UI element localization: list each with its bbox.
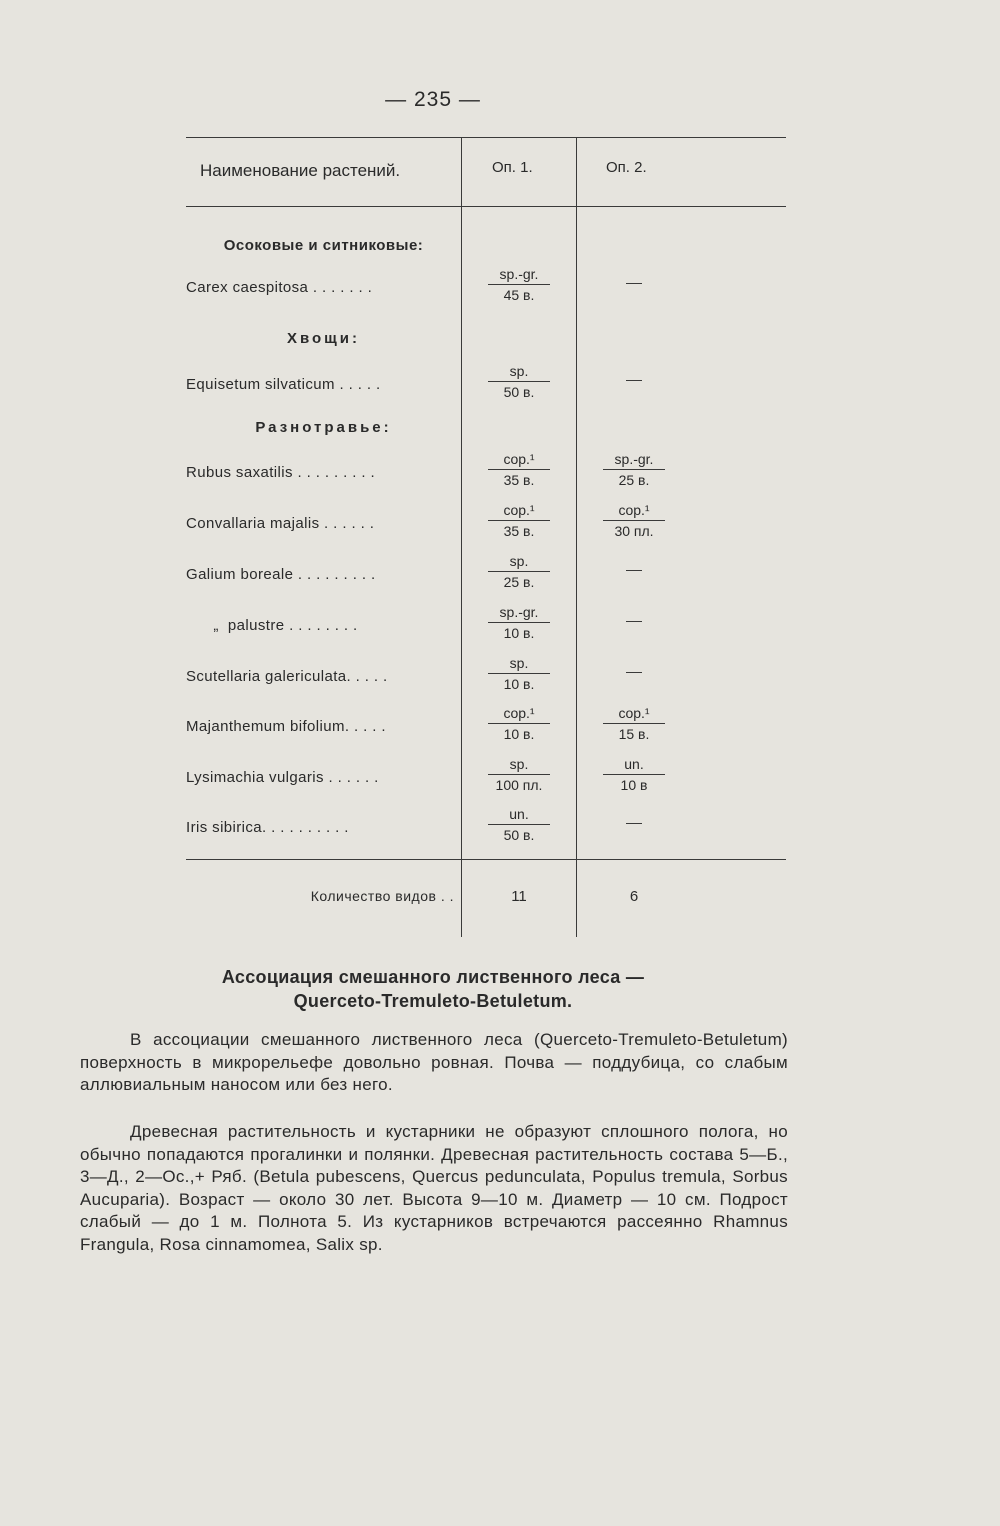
total-label: Количество видов . . bbox=[310, 888, 454, 904]
species-name: Convallaria majalis . . . . . . bbox=[186, 515, 375, 532]
section-heading: Ассоциация смешанного лиственного леса — bbox=[221, 967, 645, 987]
table-row bbox=[186, 362, 786, 422]
op2-cell bbox=[594, 450, 674, 490]
op1-height: 100 пл. bbox=[495, 777, 543, 793]
species-name: Rubus saxatilis . . . . . . . . . bbox=[186, 464, 376, 481]
header-op1: Оп. 1. bbox=[492, 159, 533, 176]
section-title: Разнотравье: bbox=[255, 419, 392, 436]
op2-height: 15 в. bbox=[618, 726, 650, 742]
absent-dash bbox=[626, 672, 642, 673]
species-name: Majanthemum bifolium. . . . . bbox=[186, 718, 387, 735]
op1-abundance: un. bbox=[509, 806, 529, 822]
species-name: Scutellaria galericulata. . . . . bbox=[186, 668, 388, 685]
op2-cell bbox=[594, 654, 674, 673]
paragraph-text: Древесная растительность и кустарники не образуют сплошного полога, но обычно попадаются прогалинки и полянки. Древесная растительность состава 5—Б., 3—Д., 2—Ос.,+ Ряб. (Betula pubescens, Quercus pedunculata, Populus tremula, Sorbus Aucuparia). Возраст — около 30 лет. Высота 9—10 м. Диаметр — 10 см. Подрост слабый — до 1 м. Полнота 5. Из кустарников встречаются рассеянно Rhamnus Frangula, Rosa cinnamomea, Salix sp. bbox=[80, 1122, 788, 1254]
op1-height: 35 в. bbox=[503, 523, 535, 539]
absent-dash bbox=[626, 621, 642, 622]
op1-height: 10 в. bbox=[503, 676, 535, 692]
absent-dash bbox=[626, 823, 642, 824]
op1-height: 45 в. bbox=[503, 287, 535, 303]
op1-cell bbox=[479, 704, 559, 744]
op1-abundance: sp. bbox=[509, 756, 529, 772]
absent-dash bbox=[626, 283, 642, 284]
op2-abundance: cop.¹ bbox=[618, 705, 650, 721]
op1-cell bbox=[479, 265, 559, 305]
section-title: Хвощи: bbox=[286, 330, 361, 347]
op1-cell bbox=[479, 362, 559, 402]
section-title: Осоковые и ситниковые: bbox=[223, 237, 424, 254]
op1-abundance: sp.-gr. bbox=[499, 266, 539, 282]
op1-abundance: sp. bbox=[509, 655, 529, 671]
table-row bbox=[186, 805, 786, 865]
op2-height: 25 в. bbox=[618, 472, 650, 488]
section-heading-latin: Querceto-Tremuleto-Betuletum. bbox=[293, 991, 573, 1011]
species-name: „ palustre . . . . . . . . bbox=[186, 617, 358, 634]
species-name: Carex caespitosa . . . . . . . bbox=[186, 279, 373, 296]
op1-abundance: sp.-gr. bbox=[499, 604, 539, 620]
body-paragraph bbox=[80, 1121, 788, 1257]
op1-cell bbox=[479, 755, 559, 795]
op2-height: 10 в bbox=[620, 777, 648, 793]
op2-cell bbox=[594, 755, 674, 795]
op1-cell bbox=[479, 552, 559, 592]
op1-abundance: sp. bbox=[509, 363, 529, 379]
total-op1: 11 bbox=[511, 888, 527, 905]
op2-cell bbox=[594, 603, 674, 622]
species-name: Iris sibirica. . . . . . . . . . bbox=[186, 819, 349, 836]
op1-abundance: sp. bbox=[509, 553, 529, 569]
page-number: — 235 — bbox=[385, 88, 481, 111]
op2-height: 30 пл. bbox=[614, 523, 654, 539]
op1-abundance: cop.¹ bbox=[503, 451, 535, 467]
op1-height: 10 в. bbox=[503, 625, 535, 641]
species-name: Equisetum silvaticum . . . . . bbox=[186, 376, 381, 393]
op2-cell bbox=[594, 265, 674, 284]
op2-abundance: sp.-gr. bbox=[614, 451, 654, 467]
op1-cell bbox=[479, 603, 559, 643]
op1-cell bbox=[479, 501, 559, 541]
body-paragraph bbox=[80, 1029, 788, 1097]
op2-abundance: cop.¹ bbox=[618, 502, 650, 518]
absent-dash bbox=[626, 570, 642, 571]
op2-cell bbox=[594, 552, 674, 571]
table-top-rule bbox=[186, 137, 786, 138]
op2-cell bbox=[594, 362, 674, 381]
total-op2: 6 bbox=[629, 888, 639, 905]
species-name: Lysimachia vulgaris . . . . . . bbox=[186, 769, 379, 786]
paragraph-text: В ассоциации смешанного лиственного леса (Querceto-Tremuleto-Betuletum) поверхность в микрорельефе довольно ровная. Почва — поддубица, со слабым аллювиальным наносом или без него. bbox=[80, 1030, 788, 1095]
absent-dash bbox=[626, 380, 642, 381]
species-table bbox=[186, 137, 786, 937]
op1-abundance: cop.¹ bbox=[503, 502, 535, 518]
op2-abundance: un. bbox=[624, 756, 644, 772]
op2-cell bbox=[594, 704, 674, 744]
op1-abundance: cop.¹ bbox=[503, 705, 535, 721]
op1-height: 35 в. bbox=[503, 472, 535, 488]
species-name: Galium boreale . . . . . . . . . bbox=[186, 566, 376, 583]
op2-cell bbox=[594, 805, 674, 824]
op1-height: 25 в. bbox=[503, 574, 535, 590]
header-op2: Оп. 2. bbox=[606, 159, 647, 176]
header-rule bbox=[186, 206, 786, 207]
table-row bbox=[186, 265, 786, 325]
op1-height: 10 в. bbox=[503, 726, 535, 742]
header-name: Наименование растений. bbox=[200, 161, 401, 180]
op1-height: 50 в. bbox=[503, 827, 535, 843]
op2-cell bbox=[594, 501, 674, 541]
op1-cell bbox=[479, 805, 559, 845]
op1-cell bbox=[479, 450, 559, 490]
op1-height: 50 в. bbox=[503, 384, 535, 400]
op1-cell bbox=[479, 654, 559, 694]
